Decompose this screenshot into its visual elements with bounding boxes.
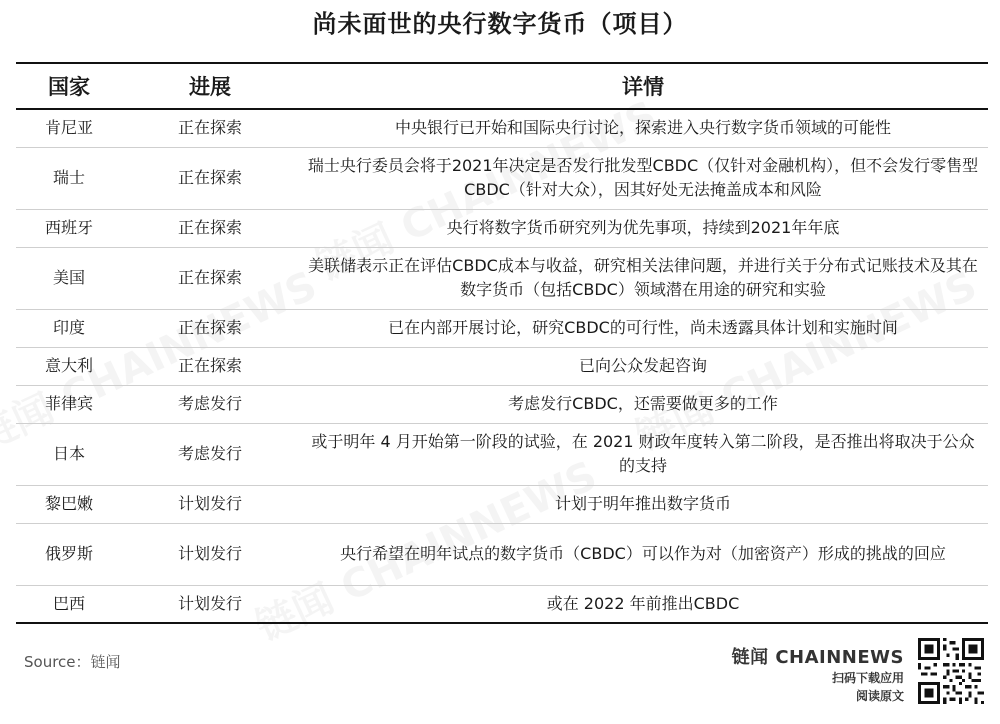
country-cell: 肯尼亚 xyxy=(16,109,122,147)
brand-download-text: 扫码下载应用 xyxy=(831,671,904,685)
table-row xyxy=(16,385,988,423)
column-header-detail: 详情 xyxy=(622,75,664,99)
status-cell: 正在探索 xyxy=(122,347,298,385)
table-row xyxy=(16,309,988,347)
column-header-status: 进展 xyxy=(189,75,231,99)
detail-cell: 瑞士央行委员会将于2021年决定是否发行批发型CBDC（仅针对金融机构），但不会发行零售型CBDC（针对大众），因其好处无法掩盖成本和风险 xyxy=(298,147,988,209)
detail-cell: 已在内部开展讨论，研究CBDC的可行性，尚未透露具体计划和实施时间 xyxy=(298,309,988,347)
country-cell: 日本 xyxy=(16,423,122,485)
brand-read-text: 阅读原文 xyxy=(855,689,904,703)
detail-cell: 考虑发行CBDC，还需要做更多的工作 xyxy=(298,385,988,423)
detail-cell: 计划于明年推出数字货币 xyxy=(298,485,988,523)
detail-cell: 央行将数字货币研究列为优先事项，持续到2021年年底 xyxy=(298,209,988,247)
table-row xyxy=(16,147,988,209)
detail-cell: 美联储表示正在评估CBDC成本与收益，研究相关法律问题，并进行关于分布式记账技术及其在数字货币（包括CBDC）领域潜在用途的研究和实验 xyxy=(298,247,988,309)
detail-cell: 中央银行已开始和国际央行讨论，探索进入央行数字货币领域的可能性 xyxy=(298,109,988,147)
status-cell: 正在探索 xyxy=(122,309,298,347)
column-header-country: 国家 xyxy=(48,75,90,99)
country-cell: 印度 xyxy=(16,309,122,347)
country-cell: 瑞士 xyxy=(16,147,122,209)
table-row xyxy=(16,109,988,147)
detail-cell: 或于明年 4 月开始第一阶段的试验，在 2021 财政年度转入第二阶段，是否推出将取决于公众的支持 xyxy=(298,423,988,485)
table-row xyxy=(16,585,988,623)
qr-code-icon[interactable] xyxy=(918,638,984,704)
brand-logo-text: 链闻 CHAINNEWS xyxy=(731,647,904,668)
country-cell: 西班牙 xyxy=(16,209,122,247)
country-cell: 黎巴嫩 xyxy=(16,485,122,523)
status-cell: 正在探索 xyxy=(122,209,298,247)
status-cell: 考虑发行 xyxy=(122,423,298,485)
status-cell: 正在探索 xyxy=(122,147,298,209)
table-row xyxy=(16,247,988,309)
detail-cell: 或在 2022 年前推出CBDC xyxy=(298,585,988,623)
table-header-row xyxy=(16,63,988,109)
brand-block xyxy=(732,643,904,705)
table-row xyxy=(16,209,988,247)
status-cell: 计划发行 xyxy=(122,585,298,623)
table-row xyxy=(16,523,988,585)
detail-cell: 央行希望在明年试点的数字货币（CBDC）可以作为对（加密资产）形成的挑战的回应 xyxy=(298,523,988,585)
cbdc-table xyxy=(16,62,988,624)
country-cell: 俄罗斯 xyxy=(16,523,122,585)
table-row xyxy=(16,423,988,485)
source-note: Source：链闻 xyxy=(24,653,121,671)
table-row xyxy=(16,347,988,385)
status-cell: 正在探索 xyxy=(122,109,298,147)
status-cell: 计划发行 xyxy=(122,523,298,585)
country-cell: 菲律宾 xyxy=(16,385,122,423)
table-row xyxy=(16,485,988,523)
country-cell: 美国 xyxy=(16,247,122,309)
page-title: 尚未面世的央行数字货币（项目） xyxy=(312,10,688,38)
country-cell: 巴西 xyxy=(16,585,122,623)
status-cell: 正在探索 xyxy=(122,247,298,309)
status-cell: 计划发行 xyxy=(122,485,298,523)
country-cell: 意大利 xyxy=(16,347,122,385)
status-cell: 考虑发行 xyxy=(122,385,298,423)
detail-cell: 已向公众发起咨询 xyxy=(298,347,988,385)
